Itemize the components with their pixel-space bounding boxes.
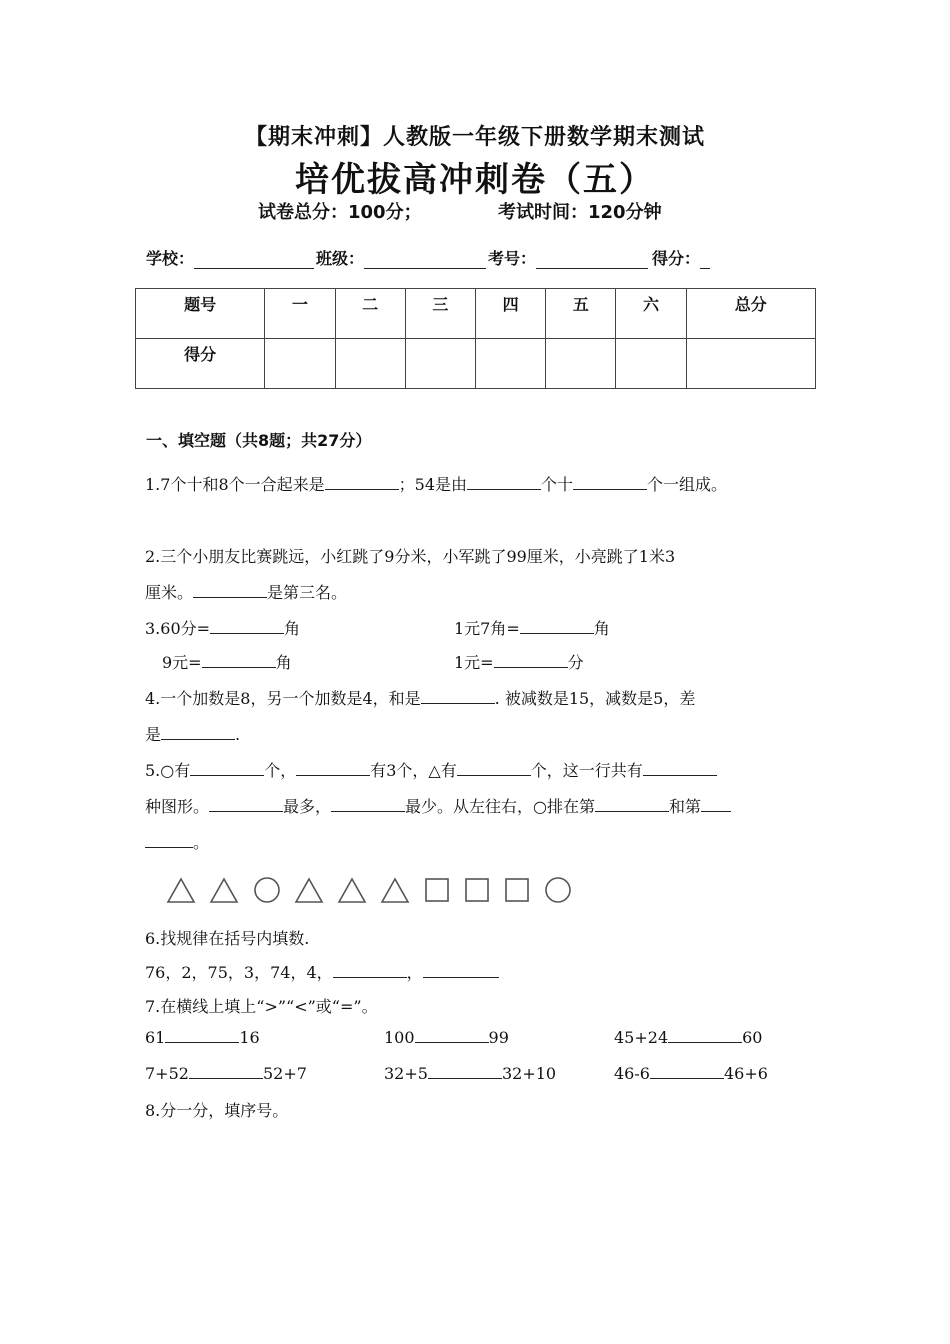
q5-text-a: 5.○有 bbox=[145, 761, 191, 780]
school-blank[interactable] bbox=[194, 252, 314, 269]
q3-blank-b[interactable] bbox=[520, 632, 594, 634]
q1-text-b: ；54是由 bbox=[398, 475, 468, 494]
score-cell[interactable] bbox=[616, 339, 686, 389]
score-cell[interactable] bbox=[405, 339, 475, 389]
q7-left: 100 bbox=[384, 1028, 415, 1047]
q7-right: 16 bbox=[239, 1028, 260, 1047]
q2-blank[interactable] bbox=[193, 596, 267, 598]
q7-left: 32+5 bbox=[384, 1064, 428, 1083]
q7-left: 45+24 bbox=[614, 1028, 669, 1047]
school-field[interactable] bbox=[146, 246, 314, 269]
score-table-header: 五 bbox=[546, 289, 616, 339]
score-cell[interactable] bbox=[686, 339, 815, 389]
q7-blank[interactable] bbox=[165, 1041, 239, 1043]
q5-blank-2[interactable] bbox=[296, 774, 370, 776]
question-5-line-3 bbox=[145, 830, 209, 853]
square-shape bbox=[466, 879, 488, 901]
q7-blank[interactable] bbox=[415, 1041, 489, 1043]
q4-text-c: 是 bbox=[145, 725, 162, 744]
q5-text-g: 最少。从左往右，○排在第 bbox=[405, 797, 595, 816]
square-shape bbox=[426, 879, 448, 901]
q5-blank-3[interactable] bbox=[457, 774, 531, 776]
q5-blank-4[interactable] bbox=[643, 774, 717, 776]
exam-time-label: 考试时间：120分钟 bbox=[498, 202, 662, 223]
total-score-label: 试卷总分：100分； bbox=[258, 202, 422, 223]
question-3-part-b bbox=[454, 616, 610, 639]
q5-text-i: 。 bbox=[193, 833, 210, 852]
score-cell[interactable] bbox=[475, 339, 545, 389]
q5-text-e: 种图形。 bbox=[145, 797, 210, 816]
q1-blank-3[interactable] bbox=[573, 488, 647, 490]
q7-right: 99 bbox=[488, 1028, 509, 1047]
question-6-sequence bbox=[145, 960, 499, 983]
q6-blank-1[interactable] bbox=[333, 976, 407, 978]
score-blank[interactable] bbox=[700, 252, 710, 269]
score-table-header: 三 bbox=[405, 289, 475, 339]
score-table bbox=[135, 288, 816, 389]
score-field[interactable] bbox=[652, 246, 710, 269]
q5-blank-5[interactable] bbox=[209, 810, 283, 812]
score-table-header: 题号 bbox=[136, 289, 265, 339]
q3-blank-d[interactable] bbox=[494, 666, 568, 668]
score-table-header: 总分 bbox=[686, 289, 815, 339]
q4-text-b: . 被减数是15，减数是5，差 bbox=[494, 689, 696, 708]
class-blank[interactable] bbox=[364, 252, 486, 269]
q4-text-a: 4.一个加数是8，另一个加数是4，和是 bbox=[145, 689, 421, 708]
triangle-shape bbox=[339, 879, 365, 902]
q3-c-unit: 角 bbox=[275, 653, 292, 672]
q7-blank[interactable] bbox=[428, 1077, 502, 1079]
q4-blank-1[interactable] bbox=[421, 702, 495, 704]
score-table-header: 四 bbox=[475, 289, 545, 339]
school-label: 学校： bbox=[146, 249, 195, 268]
score-table-header-row bbox=[136, 289, 816, 339]
question-3-part-d bbox=[454, 650, 584, 673]
question-1 bbox=[145, 472, 727, 495]
question-6-title: 6.找规律在括号内填数. bbox=[145, 929, 310, 948]
score-label: 得分： bbox=[652, 249, 701, 268]
q3-a-text: 3.60分= bbox=[145, 619, 211, 638]
question-3-part-c bbox=[162, 650, 292, 673]
q7-left: 7+52 bbox=[145, 1064, 189, 1083]
q5-text-f: 最多， bbox=[283, 797, 332, 816]
class-label: 班级： bbox=[316, 249, 365, 268]
q3-blank-a[interactable] bbox=[210, 632, 284, 634]
q5-text-b: 个， bbox=[264, 761, 297, 780]
shape-row bbox=[166, 875, 586, 907]
q7-right: 60 bbox=[742, 1028, 763, 1047]
q7-item bbox=[384, 1028, 509, 1047]
question-4-line-1 bbox=[145, 686, 695, 709]
q5-blank-1[interactable] bbox=[190, 774, 264, 776]
q7-blank[interactable] bbox=[189, 1077, 263, 1079]
score-table-header: 二 bbox=[335, 289, 405, 339]
exam-number-label: 考号： bbox=[488, 249, 537, 268]
q3-b-unit: 角 bbox=[593, 619, 610, 638]
score-table-score-row bbox=[136, 339, 816, 389]
q3-d-text: 1元= bbox=[454, 653, 494, 672]
exam-number-blank[interactable] bbox=[536, 252, 648, 269]
question-5-line-1 bbox=[145, 758, 717, 781]
square-shape bbox=[506, 879, 528, 901]
q4-blank-2[interactable] bbox=[161, 738, 235, 740]
score-cell[interactable] bbox=[335, 339, 405, 389]
question-2-line-1: 2.三个小朋友比赛跳远，小红跳了9分米，小军跳了99厘米，小亮跳了1米3 bbox=[145, 547, 676, 566]
q5-blank-8-cont[interactable] bbox=[145, 846, 193, 848]
q7-right: 32+10 bbox=[501, 1064, 557, 1083]
q7-item bbox=[145, 1028, 260, 1047]
q5-blank-7[interactable] bbox=[595, 810, 669, 812]
q3-blank-c[interactable] bbox=[202, 666, 276, 668]
q2-text-b: 是第三名。 bbox=[267, 583, 348, 602]
q7-blank[interactable] bbox=[668, 1041, 742, 1043]
q7-item bbox=[614, 1028, 762, 1047]
question-7-title: 7.在横线上填上“>”“<”或“=”。 bbox=[145, 997, 378, 1016]
q5-text-c: 有3个，△有 bbox=[370, 761, 457, 780]
q1-blank-1[interactable] bbox=[325, 488, 399, 490]
q7-right: 52+7 bbox=[262, 1064, 307, 1083]
triangle-shape bbox=[296, 879, 322, 902]
q7-right: 46+6 bbox=[723, 1064, 768, 1083]
score-table-header: 一 bbox=[265, 289, 335, 339]
q7-left: 61 bbox=[145, 1028, 166, 1047]
q1-blank-2[interactable] bbox=[467, 488, 541, 490]
triangle-shape bbox=[382, 879, 408, 902]
q3-d-unit: 分 bbox=[567, 653, 584, 672]
q6-separator: ， bbox=[406, 963, 423, 982]
q7-item bbox=[145, 1064, 307, 1083]
q2-text-a: 厘米。 bbox=[145, 583, 194, 602]
exam-subtitle: 培优拔高冲刺卷（五） bbox=[295, 160, 655, 200]
score-table-header: 六 bbox=[616, 289, 686, 339]
triangle-shape bbox=[168, 879, 194, 902]
exam-number-field[interactable] bbox=[488, 246, 648, 269]
q5-blank-8[interactable] bbox=[701, 810, 731, 812]
score-row-label: 得分 bbox=[136, 339, 265, 389]
q4-text-d: . bbox=[235, 725, 241, 744]
triangle-shape bbox=[211, 879, 237, 902]
q3-c-text: 9元= bbox=[162, 653, 202, 672]
q3-a-unit: 角 bbox=[284, 619, 301, 638]
q3-b-text: 1元7角= bbox=[454, 619, 520, 638]
question-3-part-a bbox=[145, 616, 300, 639]
exam-title: 【期末冲刺】人教版一年级下册数学期末测试 bbox=[244, 125, 705, 150]
q6-blank-2[interactable] bbox=[423, 976, 499, 978]
class-field[interactable] bbox=[316, 246, 486, 269]
section-1-title: 一、填空题（共8题；共27分） bbox=[146, 431, 372, 450]
q1-text-d: 个一组成。 bbox=[647, 475, 728, 494]
q5-text-h: 和第 bbox=[669, 797, 702, 816]
question-2-line-2 bbox=[145, 580, 347, 603]
q5-text-d: 个，这一行共有 bbox=[530, 761, 643, 780]
circle-shape bbox=[546, 878, 570, 902]
question-4-line-2 bbox=[145, 722, 240, 745]
q7-blank[interactable] bbox=[650, 1077, 724, 1079]
q7-item bbox=[614, 1064, 768, 1083]
q6-seq-text: 76，2，75，3，74，4， bbox=[145, 963, 333, 982]
q7-left: 46-6 bbox=[614, 1064, 650, 1083]
score-cell[interactable] bbox=[546, 339, 616, 389]
q7-item bbox=[384, 1064, 556, 1083]
question-8-title: 8.分一分，填序号。 bbox=[145, 1101, 289, 1120]
q1-text-a: 1.7个十和8个一合起来是 bbox=[145, 475, 325, 494]
circle-shape bbox=[255, 878, 279, 902]
score-cell[interactable] bbox=[265, 339, 335, 389]
question-5-line-2 bbox=[145, 794, 731, 817]
q1-text-c: 个十 bbox=[541, 475, 574, 494]
q5-blank-6[interactable] bbox=[331, 810, 405, 812]
